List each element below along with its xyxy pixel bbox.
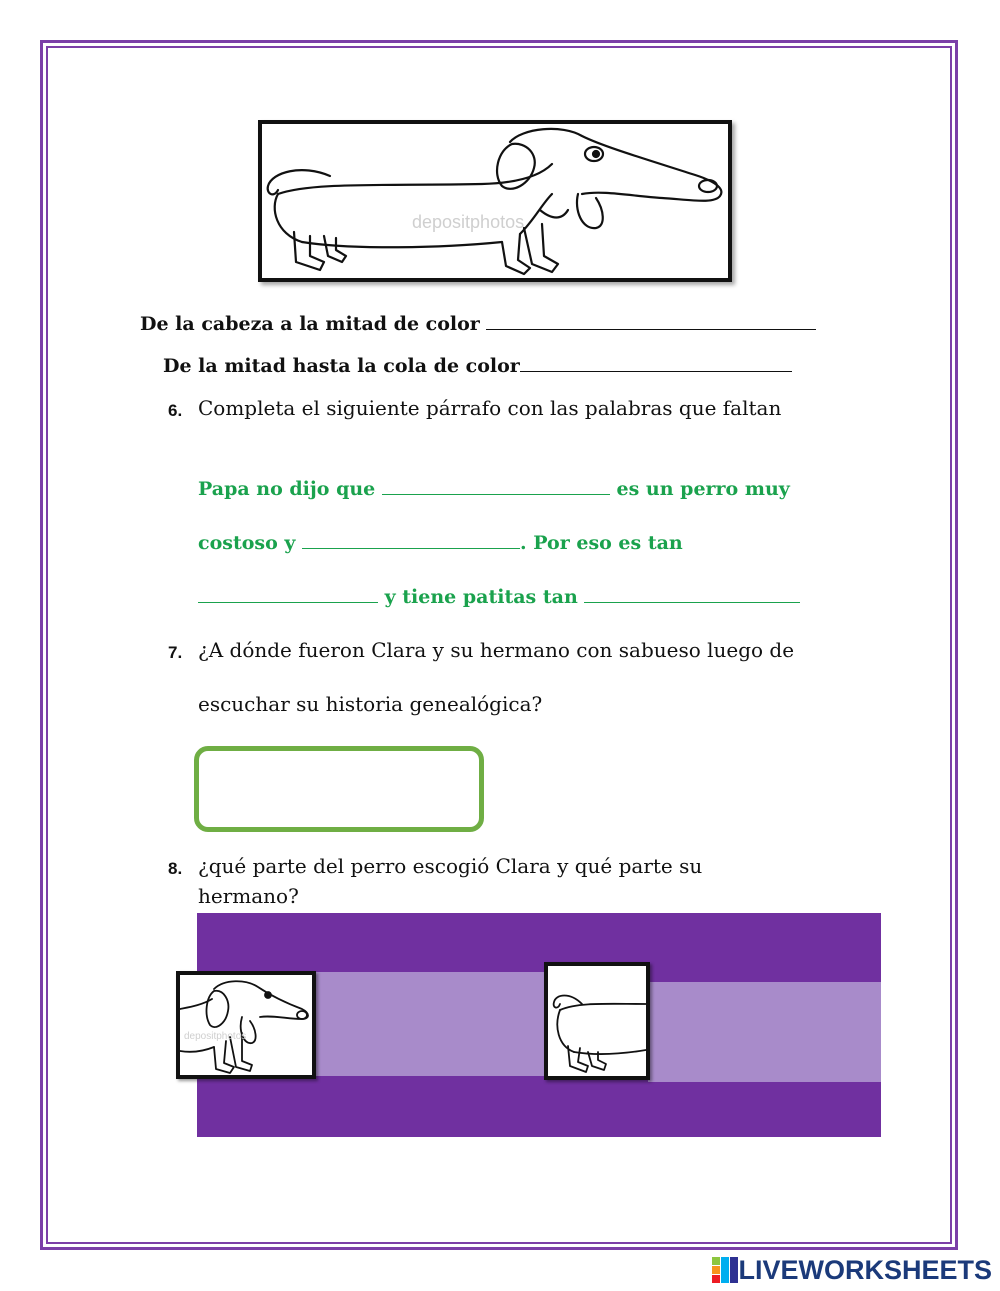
paragraph-line-2 <box>198 532 683 554</box>
liveworksheets-brand <box>712 1252 992 1288</box>
dog-tail-card[interactable] <box>544 962 650 1080</box>
paragraph-line-3 <box>198 586 800 608</box>
color-line-tail-label: De la mitad hasta la cola de color <box>163 355 520 377</box>
dog-head-card[interactable] <box>176 971 316 1079</box>
question-8-prompt-line-1: ¿qué parte del perro escogió Clara y qué parte su <box>198 854 703 878</box>
question-8-number: 8. <box>168 859 183 878</box>
blank-adjective-1[interactable] <box>302 547 520 549</box>
dog-front-half-icon <box>180 975 312 1075</box>
liveworksheets-logo-icon <box>712 1257 738 1283</box>
dachshund-illustration <box>258 120 732 282</box>
color-line-head-label: De la cabeza a la mitad de color <box>140 313 480 335</box>
paragraph-line-1 <box>198 478 790 500</box>
color-head-blank[interactable] <box>486 328 816 330</box>
paragraph-text: costoso y <box>198 532 296 554</box>
question-8-prompt-line-2: hermano? <box>198 884 299 908</box>
watermark-text-small: depositphotos <box>184 1031 247 1042</box>
drop-zone-clara[interactable] <box>312 972 544 1076</box>
blank-adjective-2[interactable] <box>198 601 378 603</box>
paragraph-text: y tiene patitas tan <box>384 586 578 608</box>
question-6-prompt: Completa el siguiente párrafo con las palabras que faltan <box>198 396 782 420</box>
brand-name: LIVEWORKSHEETS <box>738 1254 992 1285</box>
question-7-prompt-line-2: escuchar su historia genealógica? <box>198 692 543 716</box>
color-line-head <box>140 313 816 335</box>
blank-dog-breed[interactable] <box>382 493 610 495</box>
color-line-tail <box>163 355 792 377</box>
question-7-prompt-line-1: ¿A dónde fueron Clara y su hermano con sabueso luego de <box>198 638 795 662</box>
question-7-number: 7. <box>168 643 183 662</box>
blank-adjective-3[interactable] <box>584 601 800 603</box>
dog-back-half-icon <box>548 966 646 1076</box>
dachshund-drawing-icon <box>262 124 728 278</box>
paragraph-text: Papa no dijo que <box>198 478 376 500</box>
question-6-number: 6. <box>168 401 183 420</box>
paragraph-text: . Por eso es tan <box>520 532 683 554</box>
question-7-answer-box[interactable] <box>194 746 484 832</box>
watermark-text: depositphotos <box>412 212 525 232</box>
color-tail-blank[interactable] <box>520 370 792 372</box>
paragraph-text: es un perro muy <box>616 478 790 500</box>
drop-zone-brother[interactable] <box>648 982 881 1082</box>
